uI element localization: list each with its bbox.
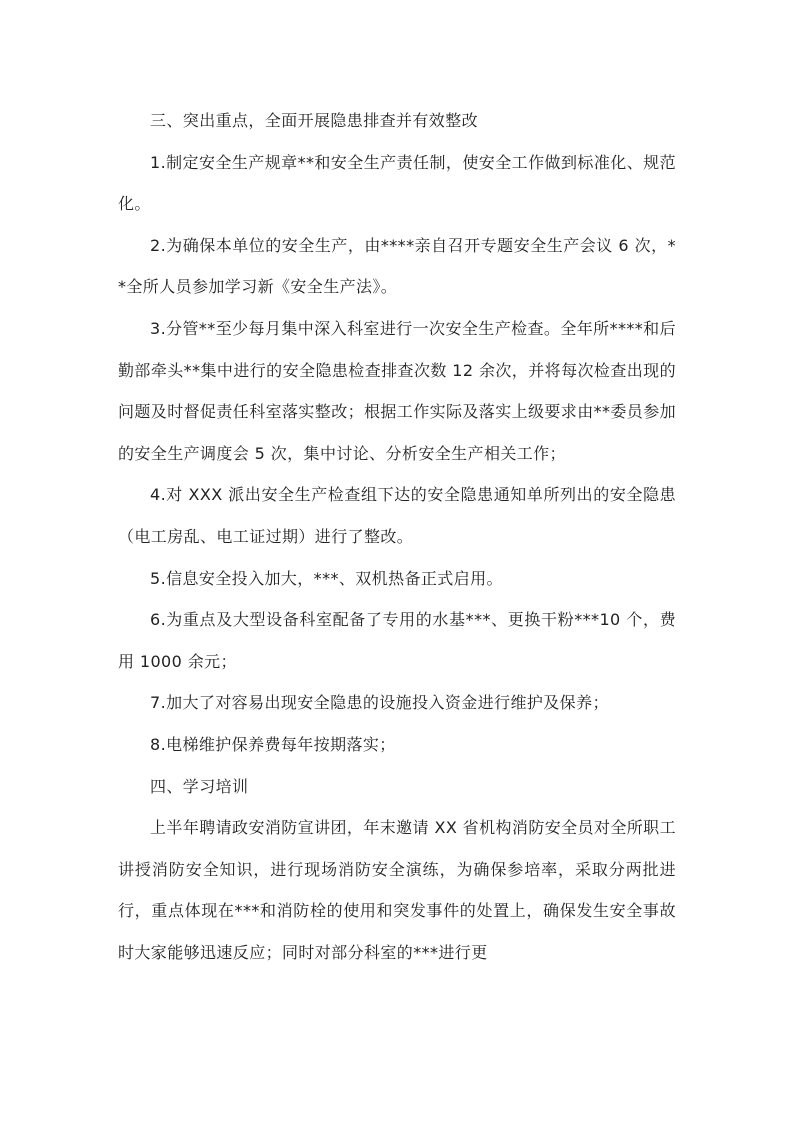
list-item-7: 7.加大了对容易出现安全隐患的设施投入资金进行维护及保养；: [150, 693, 609, 713]
list-item-6: 6.为重点及大型设备科室配备了专用的水基***、更换干粉***10 个，费用 1000 余元；: [118, 610, 676, 671]
list-item-1: 1.制定安全生产规章**和安全生产责任制，使安全工作做到标准化、规范化。: [118, 152, 676, 214]
list-item-2: 2.为确保本单位的安全生产，由****亲自召开专题安全生产会议 6 次，**全所人员参加学习新《安全生产法》。: [118, 235, 676, 297]
list-item-5: 5.信息安全投入加大，***、双机热备正式启用。: [150, 568, 503, 588]
section-heading-3: 三、突出重点，全面开展隐患排查并有效整改: [150, 111, 479, 130]
list-item-4: 4.对 XXX 派出安全生产检查组下达的安全隐患通知单所列出的安全隐患（电工房乱、电工证过期）进行了整改。: [118, 485, 676, 546]
list-item-8: 8.电梯维护保养费每年按期落实；: [150, 734, 396, 754]
training-paragraph: 上半年聘请政安消防宣讲团，年末邀请 XX 省机构消防安全员对全所职工讲授消防安全知识，进行现场消防安全演练，为确保参培率，采取分两批进行，重点体现在***和消防栓的使用和突发事件的处置上，确保发生安全事故时大家能够迅速反应；同时对部分科室的***进行更: [118, 818, 676, 962]
document-body: [118, 100, 676, 973]
list-item-3: 3.分管**至少每月集中深入科室进行一次安全生产检查。全年所****和后勤部牵头**集中进行的安全隐患检查排查次数 12 余次，并将每次检查出现的问题及时督促责任科室落实整改；根据工作实际及落实上级要求由**委员参加的安全生产调度会 5 次，集中讨论、分析安全生产相关工作；: [118, 318, 677, 463]
section-heading-4: 四、学习培训: [150, 776, 249, 796]
